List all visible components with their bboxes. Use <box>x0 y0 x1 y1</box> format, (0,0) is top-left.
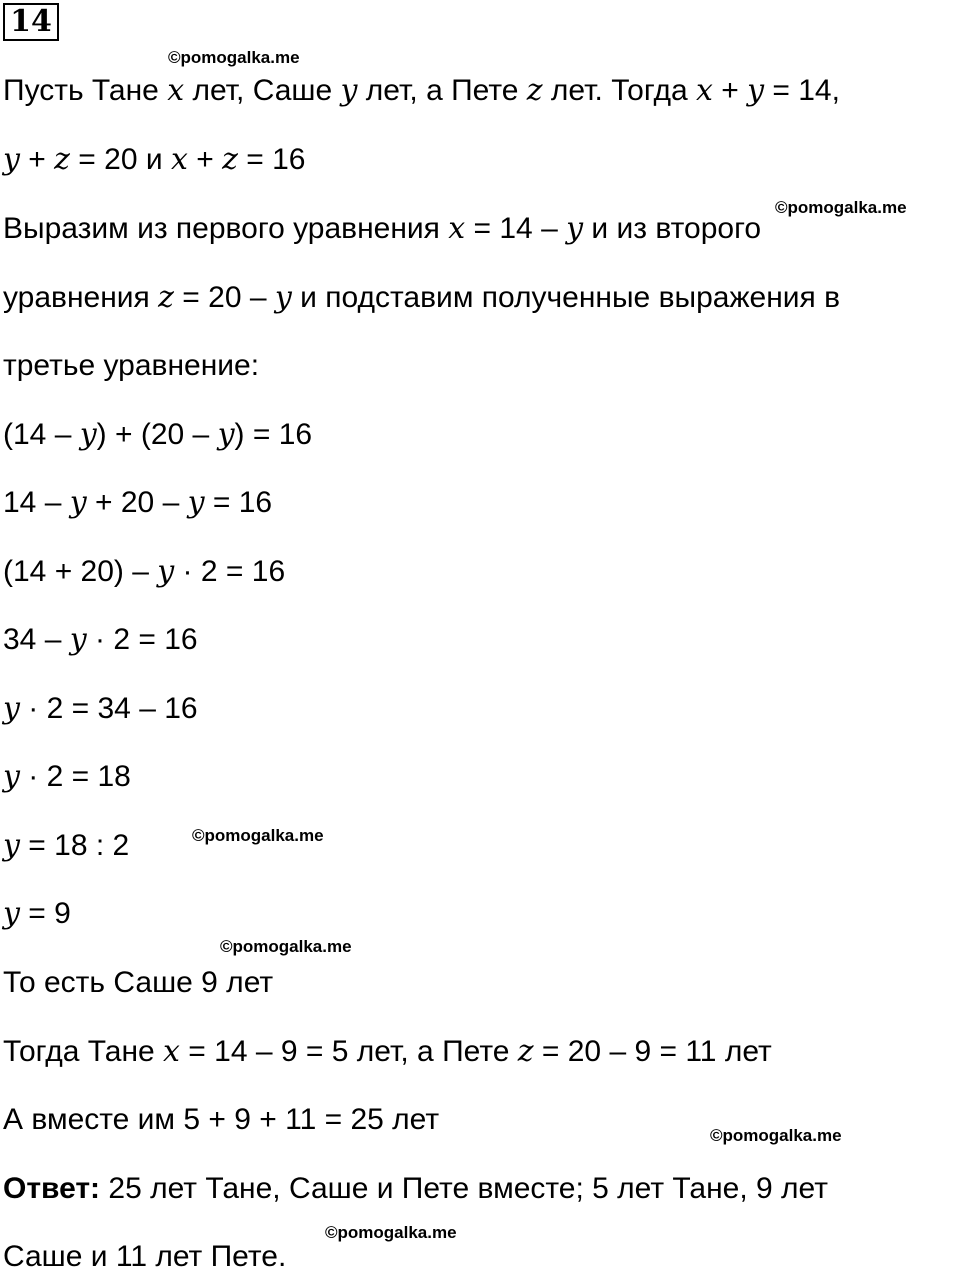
solution-line <box>3 280 840 316</box>
line-text: (14 + 20) – <box>3 555 158 588</box>
line-text: = 14 – <box>465 212 567 245</box>
math-variable: z <box>54 142 70 177</box>
line-text: = 14, <box>764 74 840 107</box>
solution-line <box>3 759 131 795</box>
line-text: А вместе им 5 + 9 + 11 = 25 лет <box>3 1103 440 1136</box>
solution-line <box>3 485 272 521</box>
line-text: + 20 – <box>86 486 188 519</box>
math-variable: y <box>187 485 205 520</box>
line-text: третье уравнение: <box>3 349 260 382</box>
line-text: То есть Саше 9 лет <box>3 966 274 999</box>
math-variable: y <box>747 73 765 108</box>
problem-number: 14 <box>3 3 59 41</box>
line-text: 25 лет Тане, Саше и Пете вместе; 5 лет Тане, 9 лет <box>100 1172 828 1205</box>
solution-line <box>3 554 285 590</box>
math-variable: y <box>217 417 235 452</box>
math-variable: x <box>695 73 713 108</box>
line-text: лет, а Пете <box>357 74 527 107</box>
line-text: · 2 = 34 – 16 <box>19 692 198 725</box>
math-variable: y <box>566 211 584 246</box>
watermark: ©pomogalka.me <box>710 1126 842 1145</box>
line-text: 34 – <box>3 623 70 656</box>
line-text: + <box>19 143 55 176</box>
math-variable: y <box>3 691 20 726</box>
math-variable: x <box>170 142 188 177</box>
solution-line <box>3 1171 828 1207</box>
line-text: = 20 и <box>69 143 171 176</box>
line-text: уравнения <box>3 281 159 314</box>
math-variable: y <box>157 554 175 589</box>
line-text: Пусть Тане <box>3 74 168 107</box>
line-text: = 20 – 9 = 11 лет <box>533 1035 772 1068</box>
math-variable: y <box>3 896 20 931</box>
math-variable: y <box>3 828 20 863</box>
line-text: 14 – <box>3 486 70 519</box>
line-text: = 9 <box>19 897 71 930</box>
line-text: = 14 – 9 = 5 лет, а Пете <box>179 1035 518 1068</box>
line-text: Тогда Тане <box>3 1035 164 1068</box>
math-variable: y <box>69 622 87 657</box>
line-text: = 18 : 2 <box>19 829 130 862</box>
watermark: ©pomogalka.me <box>325 1223 457 1242</box>
line-text: = 16 <box>204 486 273 519</box>
line-text: ) + (20 – <box>96 418 218 451</box>
line-text: · 2 = 16 <box>174 555 286 588</box>
solution-line <box>3 1239 286 1275</box>
line-text: + <box>712 74 748 107</box>
line-text: · 2 = 18 <box>19 760 131 793</box>
math-variable: x <box>163 1034 180 1069</box>
line-text: = 20 – <box>173 281 275 314</box>
line-text: Выразим из первого уравнения <box>3 212 449 245</box>
line-text: лет, Саше <box>184 74 341 107</box>
solution-line <box>3 691 198 727</box>
watermark: ©pomogalka.me <box>220 937 352 956</box>
solution-line <box>3 965 273 1001</box>
line-text: (14 – <box>3 418 80 451</box>
solution-line <box>3 1102 439 1138</box>
math-variable: z <box>517 1034 534 1069</box>
solution-line <box>3 348 259 384</box>
line-text: и из второго <box>583 212 762 245</box>
line-text: лет. Тогда <box>542 74 696 107</box>
line-text: + <box>187 143 223 176</box>
line-text: = 16 <box>237 143 306 176</box>
solution-line <box>3 1034 772 1070</box>
solution-line <box>3 828 129 864</box>
math-variable: y <box>340 73 358 108</box>
math-variable: y <box>69 485 87 520</box>
solution-line <box>3 73 840 109</box>
math-variable: y <box>79 417 97 452</box>
math-variable: y <box>3 142 20 177</box>
math-variable: y <box>274 280 292 315</box>
math-variable: z <box>158 280 174 315</box>
answer-label: Ответ: <box>3 1172 101 1205</box>
watermark: ©pomogalka.me <box>168 48 300 67</box>
solution-line <box>3 622 198 658</box>
watermark: ©pomogalka.me <box>192 826 324 845</box>
solution-line <box>3 417 312 453</box>
math-variable: x <box>167 73 185 108</box>
math-variable: z <box>222 142 238 177</box>
solution-line <box>3 211 761 247</box>
line-text: ) = 16 <box>234 418 313 451</box>
line-text: Саше и 11 лет Пете. <box>3 1240 287 1273</box>
math-variable: x <box>448 211 466 246</box>
math-variable: z <box>526 73 543 108</box>
watermark: ©pomogalka.me <box>775 198 907 217</box>
solution-line <box>3 142 305 178</box>
line-text: и подставим полученные выражения в <box>291 281 841 314</box>
solution-line <box>3 896 71 932</box>
line-text: · 2 = 16 <box>86 623 198 656</box>
math-variable: y <box>3 759 20 794</box>
